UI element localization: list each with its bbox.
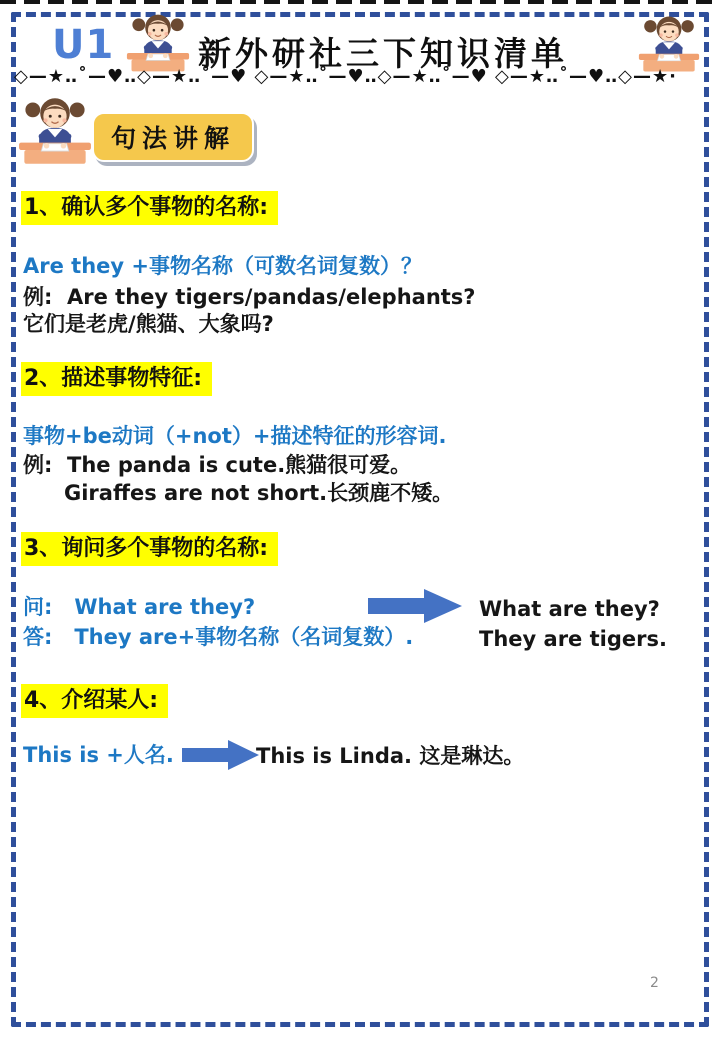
right-arrow-icon: [182, 740, 260, 770]
section-2-heading: 2、描述事物特征:: [21, 362, 212, 396]
section-badge: 句法讲解: [92, 112, 254, 162]
unit-label: U1: [52, 22, 115, 68]
ornament-divider: ◇—★‥˚—♥‥◇—★‥˚—♥ ◇—★‥˚—♥‥◇—★‥˚—♥ ◇—★‥˚—♥‥◇—★·: [14, 66, 677, 87]
section-4-example-line: This is Linda. 这是琳达。: [256, 744, 525, 768]
section-3-question-example: What are they?: [479, 597, 660, 621]
section-1-example-line: 它们是老虎/熊猫、大象吗?: [23, 312, 274, 336]
section-4-grammar-rule: This is +人名.: [23, 743, 174, 767]
section-3-heading: 3、询问多个事物的名称:: [21, 532, 278, 566]
section-4-heading: 4、介绍某人:: [21, 684, 168, 718]
section-1-heading: 1、确认多个事物的名称:: [21, 191, 278, 225]
section-1-grammar-rule: Are they +事物名称（可数名词复数）？: [23, 254, 422, 278]
page-title: 新外研社三下知识清单: [198, 34, 568, 73]
section-3-answer-pattern: 答: They are+事物名称（名词复数）.: [23, 625, 414, 649]
page-number: 2: [650, 975, 659, 991]
section-2-example-line: Giraffes are not short.长颈鹿不矮。: [64, 481, 454, 505]
section-2-grammar-rule: 事物+be动词（+not）+描述特征的形容词.: [23, 424, 447, 448]
girl-student-icon: [126, 12, 190, 74]
right-arrow-icon: [368, 589, 463, 623]
top-edge-dashed-line: [0, 0, 720, 4]
section-1-example-line: 例: Are they tigers/pandas/elephants?: [23, 285, 476, 309]
section-3-answer-example: They are tigers.: [479, 627, 667, 651]
section-2-example-line: 例: The panda is cute.熊猫很可爱。: [23, 453, 412, 477]
girl-student-icon: [638, 14, 700, 74]
section-3-question-pattern: 问: What are they?: [23, 595, 256, 619]
page-dashed-border: [11, 12, 709, 1027]
girl-student-icon: [18, 96, 92, 166]
